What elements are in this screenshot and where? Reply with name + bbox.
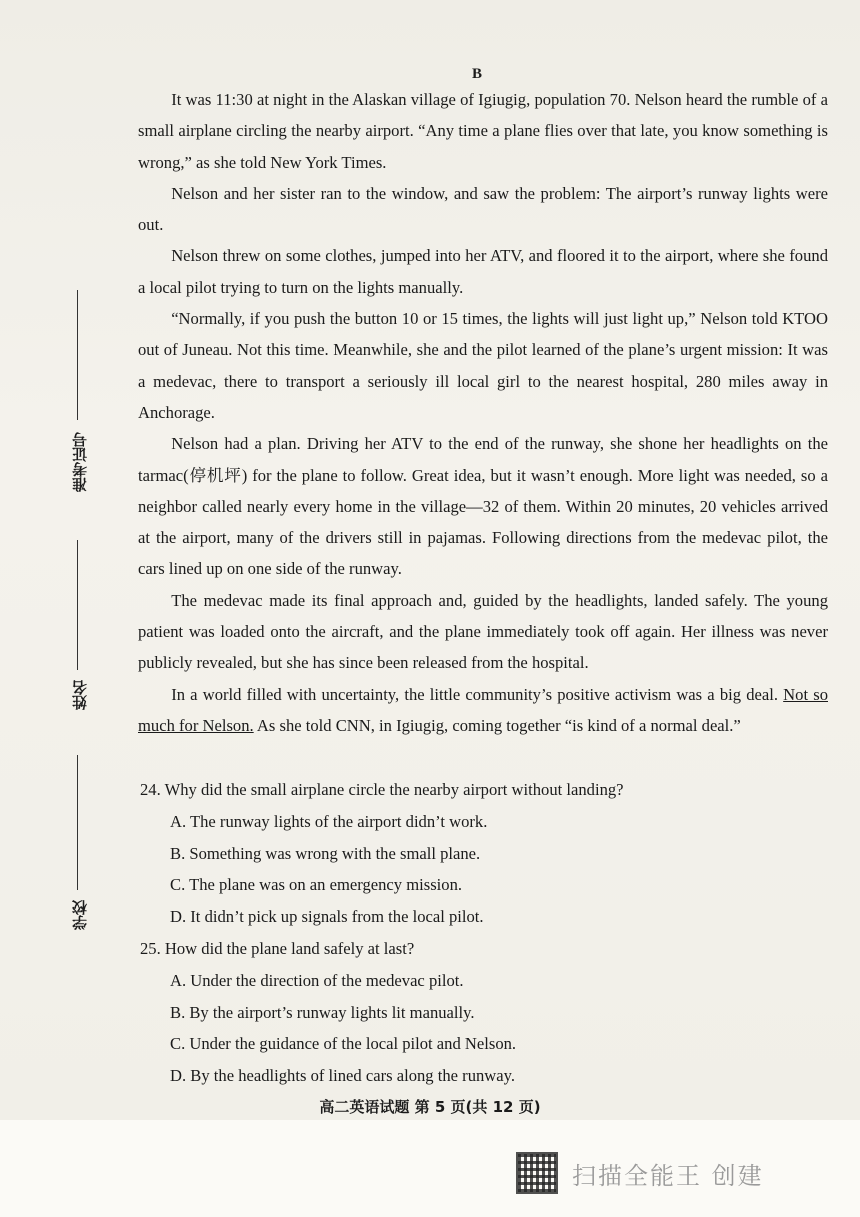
- question-list: [140, 774, 830, 1092]
- passage-paragraph-last: [138, 679, 828, 742]
- passage-paragraph: The medevac made its final approach and, guided by the headlights, landed safely. The young patient was loaded onto the aircraft, and the plane immediately took off again. Her illness was never publicly revealed, but she has since been released from the hospital.: [138, 590, 828, 673]
- paragraph-text: In a world filled with uncertainty, the little community’s positive activism was a big deal.: [171, 684, 784, 704]
- page-footer: 高二英语试题 第 5 页(共 12 页): [319, 1098, 541, 1116]
- scanner-watermark: [516, 1150, 764, 1196]
- question-24-option-d: D. It didn’t pick up signals from the local pilot.: [170, 907, 484, 927]
- passage-paragraph: Nelson and her sister ran to the window, and saw the problem: The airport’s runway lights were out.: [138, 183, 828, 235]
- name-label: 姓名: [71, 680, 89, 710]
- exam-number-label: 准考证号: [71, 432, 89, 492]
- passage-paragraph: It was 11:30 at night in the Alaskan village of Igiugig, population 70. Nelson heard the rumble of a small airplane circling the nearby airport. “Any time a plane flies over that late, you know something is wrong,” as she told New York Times.: [138, 90, 828, 172]
- question-25-option-b: B. By the airport’s runway lights lit manually.: [170, 1002, 475, 1022]
- question-24-stem: 24. Why did the small airplane circle the nearby airport without landing?: [140, 780, 624, 799]
- question-24-option-c: C. The plane was on an emergency mission.: [170, 875, 463, 895]
- margin-line: [77, 290, 78, 420]
- passage-paragraph: Nelson threw on some clothes, jumped into her ATV, and floored it to the airport, where she found a local pilot trying to turn on the lights manually.: [138, 246, 828, 297]
- question-25-option-c: C. Under the guidance of the local pilot and Nelson.: [170, 1034, 517, 1054]
- question-25-stem: 25. How did the plane land safely at last?: [140, 938, 415, 958]
- watermark-text: 扫描全能王 创建: [572, 1161, 764, 1190]
- school-label: 学校: [71, 900, 89, 930]
- question-24-option-a: A. The runway lights of the airport didn’t work.: [170, 811, 488, 831]
- reading-passage: [138, 84, 828, 741]
- passage-paragraph: “Normally, if you push the button 10 or 15 times, the lights will just light up,” Nelson told KTOO out of Juneau. Not this time. Meanwhile, she and the pilot learned of the plane’s urgent mission: It was a medevac, there to transport a seriously ill local girl to the nearest hospital, 280 miles away in Anchorage.: [138, 309, 828, 422]
- passage-paragraph: Nelson had a plan. Driving her ATV to the end of the runway, she shone her headlights on the tarmac(停机坪) for the plane to follow. Great idea, but it wasn’t enough. More light was needed, so a neighbor called nearly every home in the village—32 of them. Within 20 minutes, 20 vehicles arrived at the airport, many of the drivers still in pajamas. Following directions from the medevac pilot, the cars lined up on one side of the runway.: [138, 434, 828, 579]
- qr-code-icon: [516, 1152, 558, 1194]
- paragraph-text: As she told CNN, in Igiugig, coming together “is kind of a normal deal.”: [253, 715, 741, 735]
- binding-margin: [55, 0, 105, 1120]
- margin-line: [77, 540, 78, 670]
- margin-line: [77, 755, 78, 890]
- underlined-phrase: Not so much for Nelson.: [138, 684, 828, 735]
- question-25-option-d: D. By the headlights of lined cars along the runway.: [170, 1066, 516, 1086]
- section-letter: B: [472, 66, 483, 82]
- question-24-option-b: B. Something was wrong with the small plane.: [170, 843, 481, 863]
- question-25-option-a: A. Under the direction of the medevac pilot.: [170, 970, 464, 990]
